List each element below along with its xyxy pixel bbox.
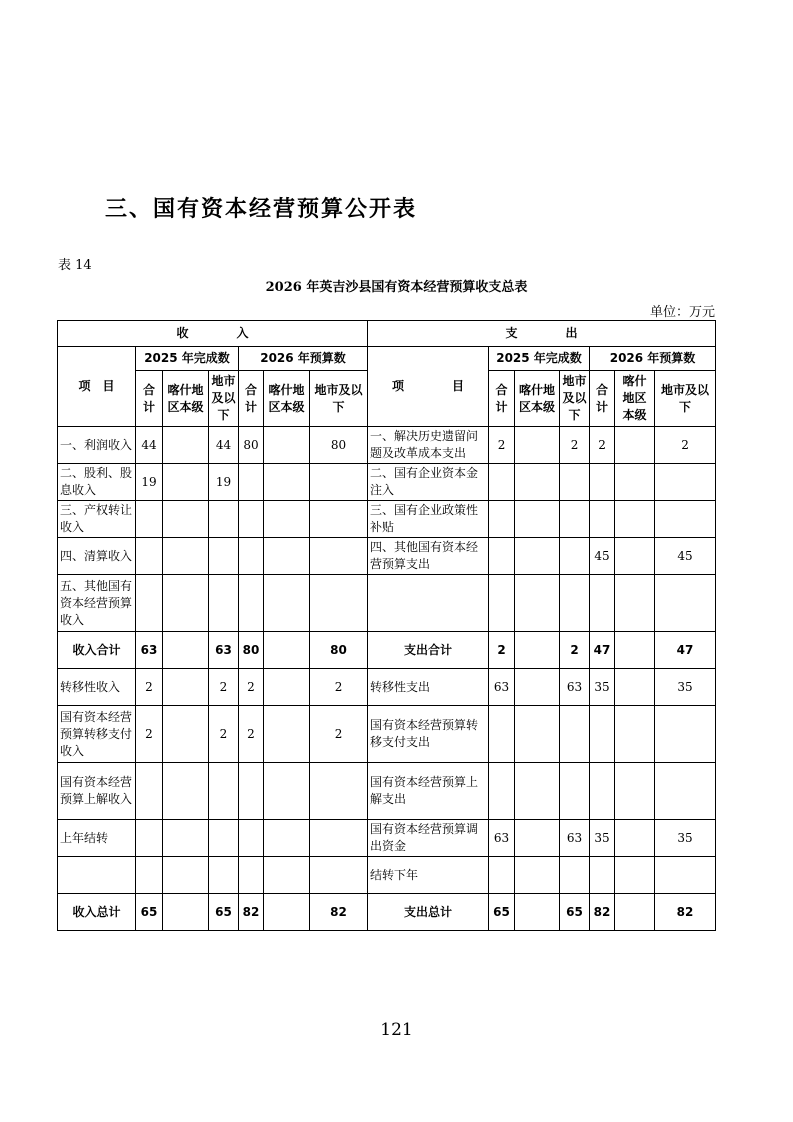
income-value-cell: 2 bbox=[310, 669, 368, 706]
expense-value-cell bbox=[515, 706, 560, 763]
table-row bbox=[58, 857, 716, 894]
expense-item-label: 支出总计 bbox=[368, 894, 489, 931]
expense-value-cell bbox=[515, 632, 560, 669]
expense-value-cell bbox=[489, 857, 515, 894]
expense-value-cell: 2 bbox=[489, 427, 515, 464]
income-value-cell: 44 bbox=[209, 427, 239, 464]
expense-value-cell bbox=[615, 464, 655, 501]
income-value-cell bbox=[136, 763, 163, 820]
expense-value-cell bbox=[515, 894, 560, 931]
expense-value-cell bbox=[515, 427, 560, 464]
income-item-label: 一、利润收入 bbox=[58, 427, 136, 464]
expense-value-cell bbox=[615, 894, 655, 931]
income-value-cell: 19 bbox=[209, 464, 239, 501]
expense-value-cell: 35 bbox=[655, 820, 716, 857]
expense-value-cell bbox=[590, 464, 615, 501]
expense-item-label: 国有资本经营预算转移支付支出 bbox=[368, 706, 489, 763]
income-value-cell: 2 bbox=[136, 706, 163, 763]
income-value-cell bbox=[239, 501, 264, 538]
table-row bbox=[58, 706, 716, 763]
expense-item-label: 国有资本经营预算上解支出 bbox=[368, 763, 489, 820]
income-value-cell: 63 bbox=[136, 632, 163, 669]
income-value-cell bbox=[163, 501, 209, 538]
sub-header-total: 合 计 bbox=[590, 371, 615, 427]
income-value-cell bbox=[239, 538, 264, 575]
income-value-cell bbox=[163, 464, 209, 501]
expense-value-cell bbox=[615, 820, 655, 857]
expense-item-label: 一、解决历史遗留问题及改革成本支出 bbox=[368, 427, 489, 464]
income-header: 收 入 bbox=[58, 321, 368, 347]
income-value-cell: 19 bbox=[136, 464, 163, 501]
expense-value-cell bbox=[489, 575, 515, 632]
income-value-cell: 65 bbox=[209, 894, 239, 931]
year-2026-header-right: 2026 年预算数 bbox=[590, 347, 716, 371]
expense-item-label: 四、其他国有资本经营预算支出 bbox=[368, 538, 489, 575]
table-row bbox=[58, 820, 716, 857]
income-item-label: 三、产权转让收入 bbox=[58, 501, 136, 538]
income-value-cell: 80 bbox=[310, 632, 368, 669]
income-value-cell bbox=[163, 669, 209, 706]
expense-value-cell bbox=[615, 706, 655, 763]
expense-value-cell: 45 bbox=[590, 538, 615, 575]
income-value-cell bbox=[163, 894, 209, 931]
income-value-cell bbox=[264, 820, 310, 857]
income-value-cell bbox=[209, 820, 239, 857]
unit-label: 单位：万元 bbox=[649, 305, 715, 320]
expense-value-cell bbox=[560, 763, 590, 820]
table-row bbox=[58, 538, 716, 575]
year-2025-header-left: 2025 年完成数 bbox=[136, 347, 239, 371]
income-value-cell bbox=[163, 427, 209, 464]
income-value-cell bbox=[239, 857, 264, 894]
sub-header-kashgar: 喀什地区本级 bbox=[163, 371, 209, 427]
expense-value-cell bbox=[615, 632, 655, 669]
expense-header: 支 出 bbox=[368, 321, 716, 347]
income-value-cell: 80 bbox=[310, 427, 368, 464]
expense-value-cell bbox=[489, 464, 515, 501]
expense-value-cell bbox=[515, 669, 560, 706]
expense-value-cell: 2 bbox=[590, 427, 615, 464]
table-row bbox=[58, 501, 716, 538]
income-value-cell bbox=[209, 857, 239, 894]
budget-table bbox=[57, 320, 716, 931]
income-value-cell bbox=[163, 575, 209, 632]
table-row bbox=[58, 763, 716, 820]
expense-value-cell: 2 bbox=[489, 632, 515, 669]
income-value-cell: 82 bbox=[239, 894, 264, 931]
expense-value-cell bbox=[590, 706, 615, 763]
expense-value-cell: 47 bbox=[655, 632, 716, 669]
expense-item-label bbox=[368, 575, 489, 632]
income-item-label: 五、其他国有资本经营预算收入 bbox=[58, 575, 136, 632]
expense-value-cell bbox=[560, 575, 590, 632]
income-value-cell bbox=[239, 820, 264, 857]
income-value-cell: 2 bbox=[239, 706, 264, 763]
expense-value-cell bbox=[515, 857, 560, 894]
expense-value-cell bbox=[615, 575, 655, 632]
section-title: 三、国有资本经营预算公开表 bbox=[105, 197, 418, 222]
income-value-cell bbox=[264, 632, 310, 669]
expense-value-cell bbox=[515, 575, 560, 632]
expense-value-cell bbox=[489, 501, 515, 538]
sub-header-total: 合计 bbox=[136, 371, 163, 427]
expense-value-cell bbox=[655, 575, 716, 632]
income-value-cell bbox=[264, 857, 310, 894]
expense-value-cell bbox=[615, 538, 655, 575]
expense-value-cell bbox=[655, 501, 716, 538]
income-value-cell bbox=[163, 820, 209, 857]
income-value-cell bbox=[136, 575, 163, 632]
expense-value-cell: 2 bbox=[560, 632, 590, 669]
income-value-cell bbox=[310, 857, 368, 894]
income-value-cell: 63 bbox=[209, 632, 239, 669]
income-value-cell bbox=[264, 669, 310, 706]
income-value-cell bbox=[163, 857, 209, 894]
item-header-left: 项 目 bbox=[58, 347, 136, 427]
income-value-cell bbox=[163, 538, 209, 575]
expense-value-cell: 35 bbox=[590, 820, 615, 857]
table-row bbox=[58, 894, 716, 931]
sub-header-total: 合 计 bbox=[239, 371, 264, 427]
income-value-cell: 2 bbox=[136, 669, 163, 706]
income-value-cell: 44 bbox=[136, 427, 163, 464]
page-number: 121 bbox=[380, 1020, 413, 1040]
income-value-cell: 80 bbox=[239, 632, 264, 669]
income-item-label: 上年结转 bbox=[58, 820, 136, 857]
table-row bbox=[58, 575, 716, 632]
income-value-cell bbox=[310, 820, 368, 857]
expense-value-cell: 63 bbox=[560, 820, 590, 857]
income-value-cell bbox=[264, 894, 310, 931]
income-item-label: 国有资本经营预算转移支付收入 bbox=[58, 706, 136, 763]
income-item-label: 四、清算收入 bbox=[58, 538, 136, 575]
expense-value-cell bbox=[489, 706, 515, 763]
expense-value-cell bbox=[590, 501, 615, 538]
income-item-label: 收入总计 bbox=[58, 894, 136, 931]
income-item-label: 转移性收入 bbox=[58, 669, 136, 706]
expense-value-cell bbox=[615, 427, 655, 464]
income-value-cell bbox=[163, 706, 209, 763]
expense-value-cell bbox=[590, 857, 615, 894]
expense-value-cell: 35 bbox=[590, 669, 615, 706]
expense-value-cell: 2 bbox=[560, 427, 590, 464]
table-title: 2026 年英吉沙县国有资本经营预算收支总表 bbox=[265, 280, 528, 295]
year-2025-header-right: 2025 年完成数 bbox=[489, 347, 590, 371]
expense-value-cell bbox=[560, 706, 590, 763]
income-value-cell bbox=[239, 464, 264, 501]
income-value-cell bbox=[136, 820, 163, 857]
expense-value-cell bbox=[515, 464, 560, 501]
income-value-cell bbox=[264, 763, 310, 820]
expense-item-label: 二、国有企业资本金注入 bbox=[368, 464, 489, 501]
income-value-cell bbox=[264, 464, 310, 501]
sub-header-city: 地市及以下 bbox=[560, 371, 590, 427]
expense-value-cell bbox=[515, 501, 560, 538]
table-row bbox=[58, 427, 716, 464]
income-value-cell bbox=[136, 857, 163, 894]
income-item-label: 收入合计 bbox=[58, 632, 136, 669]
income-value-cell: 2 bbox=[239, 669, 264, 706]
expense-value-cell: 82 bbox=[655, 894, 716, 931]
header-row-year bbox=[58, 347, 716, 371]
sub-header-total: 合 计 bbox=[489, 371, 515, 427]
expense-value-cell: 45 bbox=[655, 538, 716, 575]
income-value-cell: 82 bbox=[310, 894, 368, 931]
income-value-cell bbox=[209, 501, 239, 538]
expense-value-cell bbox=[560, 464, 590, 501]
expense-item-label: 结转下年 bbox=[368, 857, 489, 894]
income-value-cell bbox=[264, 538, 310, 575]
table-row bbox=[58, 464, 716, 501]
expense-item-label: 国有资本经营预算调出资金 bbox=[368, 820, 489, 857]
sub-header-kashgar: 喀什地区本级 bbox=[264, 371, 310, 427]
expense-value-cell bbox=[655, 706, 716, 763]
table-row bbox=[58, 669, 716, 706]
income-value-cell: 80 bbox=[239, 427, 264, 464]
expense-value-cell bbox=[655, 857, 716, 894]
income-value-cell bbox=[209, 763, 239, 820]
expense-value-cell: 65 bbox=[489, 894, 515, 931]
expense-value-cell bbox=[560, 501, 590, 538]
expense-item-label: 转移性支出 bbox=[368, 669, 489, 706]
expense-value-cell bbox=[515, 820, 560, 857]
expense-value-cell: 47 bbox=[590, 632, 615, 669]
item-header-right: 项 目 bbox=[368, 347, 489, 427]
income-value-cell: 2 bbox=[209, 706, 239, 763]
expense-value-cell bbox=[515, 538, 560, 575]
sub-header-city: 地市及以下 bbox=[655, 371, 716, 427]
expense-item-label: 三、国有企业政策性补贴 bbox=[368, 501, 489, 538]
expense-value-cell: 35 bbox=[655, 669, 716, 706]
sub-header-kashgar: 喀什地区本级 bbox=[515, 371, 560, 427]
income-value-cell: 2 bbox=[209, 669, 239, 706]
income-value-cell bbox=[264, 501, 310, 538]
expense-value-cell: 63 bbox=[489, 669, 515, 706]
income-value-cell bbox=[310, 538, 368, 575]
expense-value-cell: 65 bbox=[560, 894, 590, 931]
expense-value-cell: 82 bbox=[590, 894, 615, 931]
table-label: 表 14 bbox=[58, 258, 92, 273]
expense-value-cell bbox=[489, 763, 515, 820]
year-2026-header-left: 2026 年预算数 bbox=[239, 347, 368, 371]
expense-value-cell bbox=[615, 763, 655, 820]
income-value-cell bbox=[209, 538, 239, 575]
expense-value-cell: 2 bbox=[655, 427, 716, 464]
income-item-label: 国有资本经营预算上解收入 bbox=[58, 763, 136, 820]
income-item-label bbox=[58, 857, 136, 894]
income-value-cell bbox=[264, 575, 310, 632]
expense-value-cell bbox=[615, 857, 655, 894]
expense-value-cell bbox=[615, 669, 655, 706]
expense-value-cell bbox=[590, 575, 615, 632]
income-value-cell bbox=[310, 464, 368, 501]
expense-value-cell bbox=[560, 857, 590, 894]
income-value-cell: 65 bbox=[136, 894, 163, 931]
income-value-cell bbox=[310, 763, 368, 820]
expense-value-cell bbox=[489, 538, 515, 575]
income-value-cell: 2 bbox=[310, 706, 368, 763]
income-value-cell bbox=[163, 763, 209, 820]
expense-value-cell bbox=[560, 538, 590, 575]
sub-header-city: 地市及以下 bbox=[209, 371, 239, 427]
expense-value-cell bbox=[590, 763, 615, 820]
expense-item-label: 支出合计 bbox=[368, 632, 489, 669]
income-value-cell bbox=[264, 427, 310, 464]
expense-value-cell bbox=[655, 464, 716, 501]
expense-value-cell: 63 bbox=[489, 820, 515, 857]
sub-header-kashgar: 喀什地区本级 bbox=[615, 371, 655, 427]
income-item-label: 二、股利、股息收入 bbox=[58, 464, 136, 501]
income-value-cell bbox=[163, 632, 209, 669]
header-row-main bbox=[58, 321, 716, 347]
income-value-cell bbox=[136, 501, 163, 538]
expense-value-cell: 63 bbox=[560, 669, 590, 706]
income-value-cell bbox=[264, 706, 310, 763]
expense-value-cell bbox=[515, 763, 560, 820]
income-value-cell bbox=[239, 763, 264, 820]
table-row bbox=[58, 632, 716, 669]
income-value-cell bbox=[310, 501, 368, 538]
income-value-cell bbox=[310, 575, 368, 632]
expense-value-cell bbox=[655, 763, 716, 820]
expense-value-cell bbox=[615, 501, 655, 538]
income-value-cell bbox=[136, 538, 163, 575]
income-value-cell bbox=[239, 575, 264, 632]
sub-header-city: 地市及以下 bbox=[310, 371, 368, 427]
income-value-cell bbox=[209, 575, 239, 632]
